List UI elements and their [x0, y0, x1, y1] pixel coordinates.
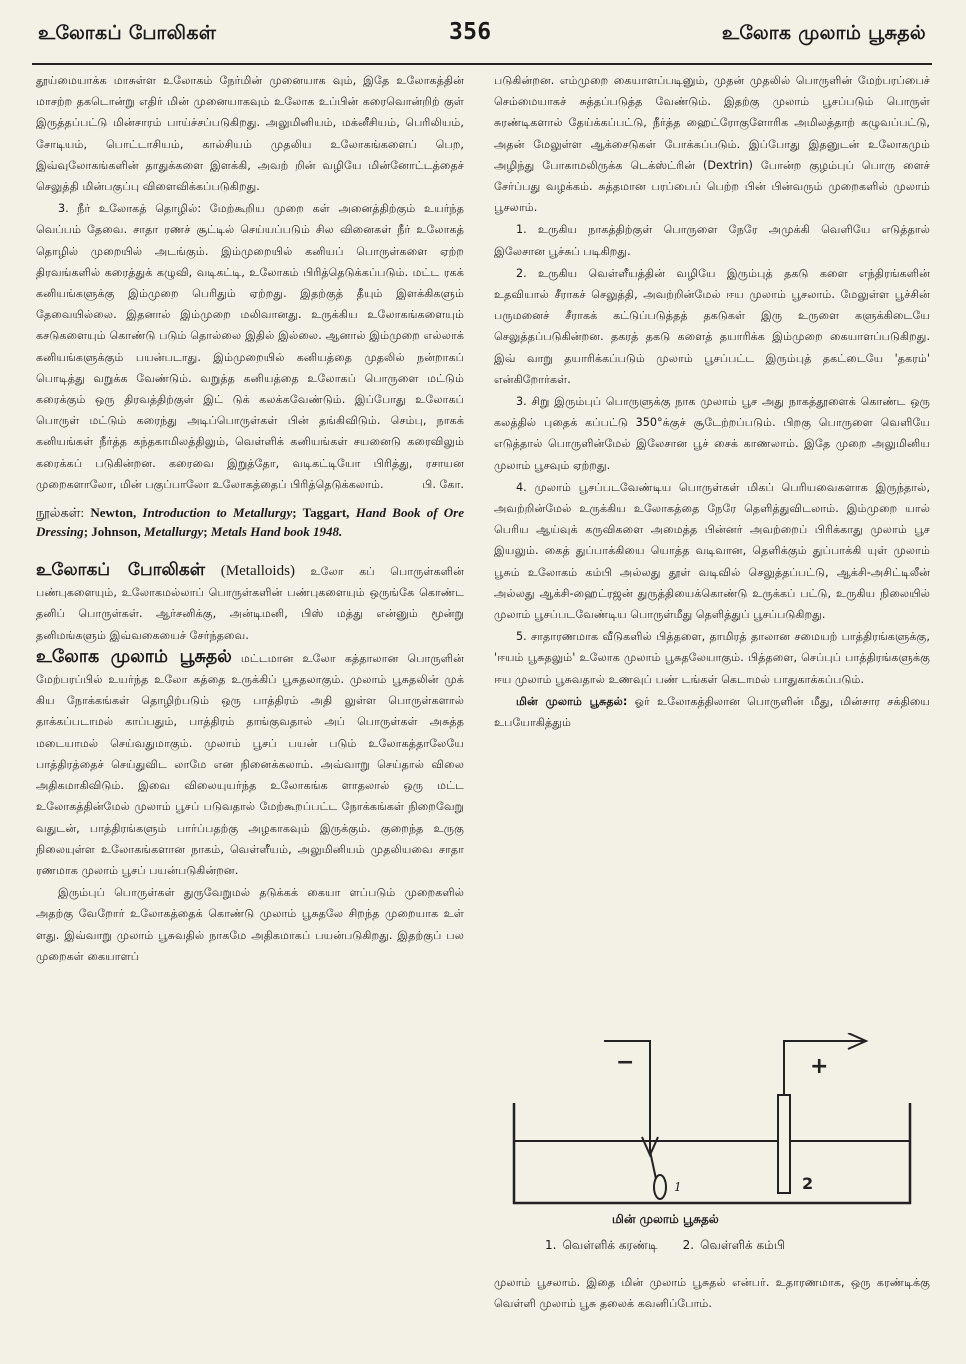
entry-plating [36, 647, 464, 881]
subsection-title: மின் முலாம் பூசுதல்: [516, 694, 628, 708]
legend-text: வெள்ளிக் கரண்டி [562, 1238, 658, 1252]
paragraph-text: ஓர் உலோகத்திலான பொருளின் மீது, மின்சார சக்தியை உபயோகித்தும் [494, 694, 931, 730]
ref-title: Metals Hand book 1948. [210, 524, 343, 540]
page-number: 356 [449, 19, 492, 45]
header-rule [32, 63, 932, 65]
silver-rod [778, 1095, 790, 1193]
legend-text: வெள்ளிக் கம்பி [700, 1238, 785, 1252]
entry-title: உலோக முலாம் பூசுதல் [36, 646, 232, 667]
paragraph: 5. சாதாரணமாக வீடுகளில் பித்தளை, தாமிரத் தாலான சமையற் பாத்திரங்களுக்கு, 'ஈயம் பூசுதலும்' உலோக முலாம் பூசுதலேயாகும். பித்தளை, செப்புப் பாத்திரங்களுக்கு ஈய முலாம் பூசுவதால் உணவுப் பண் டங்கள் கெடாமல் பாதுகாக்கப்படும். [494, 630, 930, 686]
legend-number: 2. [682, 1238, 695, 1252]
entry-body: மட்டமான உலோ கத்தாலான பொருளின் மேற்பரப்பில் உயர்ந்த உலோ கத்தை உருக்கிப் பூசுதலாகும். முலாம் பூசுதலின் முக் கிய நோக்கங்கள் தொழிற்படும் ஒரு பாத்திரம் அதி லுள்ள பொருள்களால் தாக்கப்படாமல் காப்பதும், பாத்திரம் தாங்குவதால் அப் பொருள்கள் அசுத்த மடையாமல் செய்வதுமாகும். முலாம் பூசப் பயன் படும் உலோகத்தாலேயே பாத்திரத்தைச் செய்துவிட லாமே என நினைக்கலாம். அவ்வாறு செய்தால் விலை அதிகமாகிவிடும். இவை விலையுயர்ந்த உலோகங்க ளாதலால் ஒரு மட்ட உலோகத்தின்மேல் முலாம் பூசப் படுவதால் மேற்கூறப்பட்ட நோக்கங்கள் நிறைவேறு வதுடன், பாத்திரங்களும் பார்ப்பதற்கு அழகாகவும் இருக்கும். குறைந்த உருகு நிலையுள்ள உலோகங்களான நாகம், வெள்ளீயம், அலுமினியம் முதலியவை சாதா ரணமாக முலாம் பூசப் பயன்படுகின்றன. [36, 651, 464, 877]
ref-title: Metallurgy [144, 524, 204, 540]
label-1: 1 [674, 1180, 682, 1194]
ref-title: Introduction to Metallurgy [142, 505, 293, 521]
paragraph-text: 3. நீர் உலோகத் தொழில்: மேற்கூறிய முறை கள் அனைத்திற்கும் உயர்ந்த வெப்பம் தேவை. சாதா ரணச் சூட்டில் செய்யப்படும் சில வினைகள் நீர் உலோகத் தொழில் முறையில் அடங்கும். இம்முறையில் கனியப் பொருள்களை ஏற்ற திரவங்களில் கரைத்துக் கழுவி, வடிகட்டி, உலோகம் பிரித்தெடுக்கப்படும். மட்ட ரகக் கனியங்களுக்கு இம்முறை பெரிதும் ஏற்றது. இதற்குத் தீயும் இளக்கிகளும் தேவையில்லை. இதனால் இம்முறை மலிவானது. உருக்கிய உலோகங்களையும் கசடுகளையும் கொண்டு படும் தொல்லை இதில் இல்லை. ஆனால் இம்முறை எல்லாக் கனியங்களுக்கும் பயன்படாது. இம்முறையில் கனியத்தை முதலில் நன்றாகப் பொடித்து வறுக்க வேண்டும். வறுத்த கனியத்தை உலோகப் பொருளை மட்டும் கரைக்கும் ஒரு திரவத்திற்குள் இட் டுக் கலக்கவேண்டும். இப்போது உலோகப் பொருள் மட்டும் கரைந்து அடிப்பொருள்கள் பின் தங்கிவிடும். செம்பு, நாகக் கனியங்கள் நீர்த்த கந்தகாமிலத்திலும், வெள்ளிக் கனியங்கள் சயனைடு கரைவிலும் கரைக்கப் படுகின்றன. கரைவை இறுத்தோ, வடிகட்டியோ பிரித்து, ரசாயன முறைகளாலோ, மின் பகுப்பாலோ உலோகத்தைப் பிரித்தெடுக்கலாம். [36, 202, 464, 491]
paragraph: 3. சிறு இரும்புப் பொருளுக்கு நாக முலாம் பூச அது நாகத்தூளைக் கொண்ட ஒரு கலத்தில் புதைக் கப்பட்டு 350°க்குச் சூடேற்றப்படும். பிறகு பொருளை வெளியே எடுத்தால் பொருளின்மேல் இலேசான பூச் சைக் காணலாம். இதே முறை அலுமினிய முலாம் பூசவும் ஏற்றது. [494, 395, 930, 472]
ref-title: Hand Book of Ore Dressing [36, 505, 465, 540]
minus-sign: − [616, 1050, 635, 1075]
figure-caption: மின் முலாம் பூசுதல் [612, 1212, 719, 1226]
left-column [36, 70, 464, 968]
ref-author: Newton, [84, 505, 143, 521]
electroplating-diagram [494, 1033, 930, 1213]
paragraph: படுகின்றன. எம்முறை கையாளப்படினும், முதன் முதலில் பொருளின் மேற்பரப்பைச் செம்மையாகச் சுத்தப்படுத்த வேண்டும். இதற்கு முலாம் பூசப்படும் பொருள் சுரண்டிகளால் தேய்க்கப்பட்டு, நீர்த்த ஹைட்ரோகுளோரிக அமிலத்தாற் கழுவப்பட்டு, அதன் மேலுள்ள ஆக்சைடுகள் போக்கப்படும். இப்போது இதனுடன் உலோகமும் அழிந்து போகாமலிருக்க டெக்ஸ்ட்ரின் (Dextrin) போன்ற குழம்புப் பொரு ளைச் சேர்ப்பது வழக்கம். சுத்தமான பரப்பைப் பெற்ற பின் பின்வரும் முறைகளில் முலாம் பூசலாம். [494, 74, 930, 215]
running-header-right: உலோக முலாம் பூசுதல் [721, 22, 926, 44]
author-initials: பி. கோ. [422, 477, 464, 491]
paragraph [36, 198, 464, 495]
paragraph [494, 691, 930, 733]
label-2: 2 [802, 1174, 814, 1193]
paragraph: 4. முலாம் பூசப்படவேண்டிய பொருள்கள் மிகப் பெரியவைகளாக இருந்தால், அவற்றின்மேல் உருக்கிய உலோகத்தை நேரே தெளித்துவிடலாம். இம்முறை யால் பெரிய ஆய்வுக் கருவிகளை அமைத்த பின்னர் அவற்றைப் பிரிக்காது முலாம் பூச இயலும். கைத் துப்பாக்கியை யொத்த வடிவான, தெளிக்கும் துப்பாக்கி யுள் முலாம் பூசும் உலோகம் கம்பி அல்லது தூள் வடிவில் செலுத்தப்பட்டு, ஆக்சி-அசிட்டிலீன் அல்லது ஆக்சி-ஹைட்ரஜன் துருத்தியைக்கொண்டு உருக்கப் பட்டு, உருகிய நிலையில் முலாம் பூசப்படவேண்டிய பொருள்மீது தெளித்துப் பூசப்படுகிறது. [494, 480, 930, 622]
paragraph: தூய்மையாக்க மாசுள்ள உலோகம் நேர்மின் முனையாக வும், இதே உலோகத்தின் மாசற்ற தகடொன்று எதிர் மின் முனையாகவும் உலோக உப்பின் கரைவொன்றிற் குள் இருத்தப்பட்டு மின்சாரம் பாய்ச்சப்படுகிறது. அலுமினியம், மக்னீசியம், பெரிலியம், சோடியம், பொட்டாசியம், கால்சியம் முதலிய உலோகங்களைப் பெற, இவ்வுலோகங்களின் தாதுக்களை இளக்கி, அவற் றின் வழியே மின்னோட்டத்தைச் செலுத்தி மின்பகுப்பு விளைவிக்கப்படுகிறது. [36, 74, 464, 194]
closing-paragraph: முலாம் பூசலாம். இதை மின் முலாம் பூசுதல் என்பர். உதாரணமாக, ஒரு கரண்டிக்கு வெள்ளி முலாம் பூசு தலைக் கவனிப்போம். [494, 1276, 930, 1310]
ref-author: ; Johnson, [83, 524, 145, 540]
figure-legend [545, 1238, 791, 1254]
references-label: நூல்கள்: [36, 505, 85, 521]
entry-metalloids [36, 560, 464, 646]
running-header-left: உலோகப் போலிகள் [38, 22, 217, 44]
entry-title-latin: (Metalloids) [205, 563, 295, 580]
references [36, 503, 464, 541]
paragraph: 2. உருகிய வெள்ளீயத்தின் வழியே இரும்புத் தகடு களை எந்திரங்களின் உதவியால் சீராகச் செலுத்தி, அவற்றின்மேல் ஈய முலாம் பூசலாம். மேலுள்ள பூச்சின் பருமனைச் சீராகக் கட்டுப்படுத்தத் தகடுகள் இரு உருளை களுக்கிடையே செலுத்தப்படுகின்றன. தகரத் தகடு களைத் தயாரிக்க இம்முறை கையாளப்படுகிறது. இவ் வாறு தயாரிக்கப்படும் முலாம் பூசப்பட்ட இரும்புத் தகட்டையே 'தகரம்' என்கிறோர்கள். [494, 266, 930, 386]
entry-body: உலோ கப் பொருள்களின் பண்புகளையும், உலோகமல்லாப் பொருள்களின் பண்புகளையும் ஒருங்கே கொண்ட தனிப் பொருள்கள். ஆர்சனிக்கு, அன்டிமனி, பிஸ் மத்து என்னும் மூன்று தனிமங்களும் இவ்வகையைச் சேர்ந்தவை. [36, 565, 464, 642]
entry-title: உலோகப் போலிகள் [36, 560, 206, 581]
paragraph: 1. உருகிய நாகத்திற்குள் பொருளை நேரே அமுக்கி வெளியே எடுத்தால் இலேசான பூச்சுப் படிகிறது. [494, 223, 930, 258]
paragraph: இரும்புப் பொருள்கள் துருவேறுமல் தடுக்கக் கையா ளப்படும் முறைகளில் அதற்கு வேறோர் உலோகத்தைக் கொண்டு முலாம் பூசுதலே சிறந்த முறையாக உள் ளது. இவ்வாறு முலாம் பூசுவதில் நாகமே அதிகமாகப் பயன்படுகிறது. இதற்குப் பல முறைகள் கையாளப் [36, 886, 464, 963]
ref-sep: ; [203, 524, 211, 540]
plus-sign: + [810, 1054, 829, 1079]
ref-author: ; Taggart, [292, 505, 356, 521]
legend-number: 1. [545, 1238, 557, 1252]
right-column [494, 70, 930, 734]
